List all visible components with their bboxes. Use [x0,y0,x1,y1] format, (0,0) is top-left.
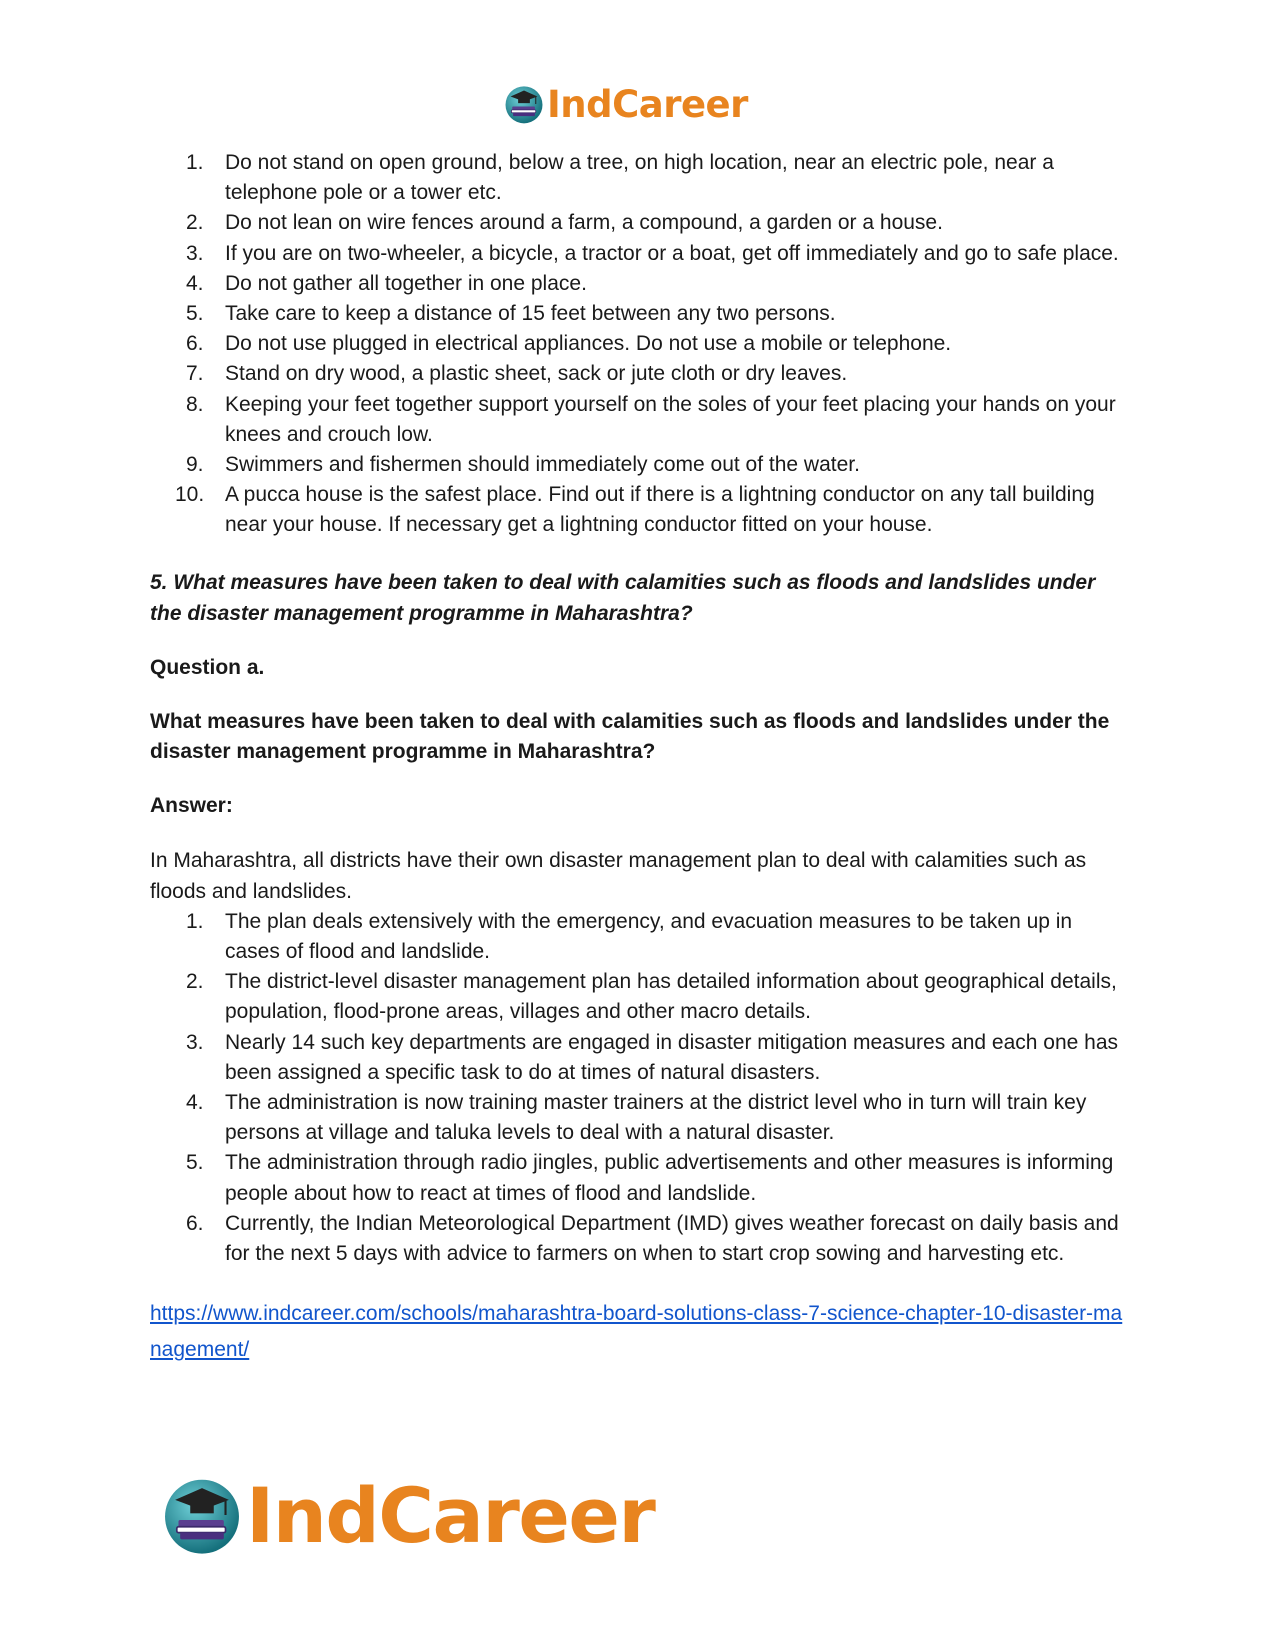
question-label: Question a. [150,655,265,679]
list-item: 2. The district-level disaster management plan has detailed information about geographical details, population, flood-prone areas, villages and other macro details. [186,970,1117,1024]
main-content [150,148,1130,1368]
globe-book-cap-icon [503,83,545,125]
section-heading: 5. What measures have been taken to deal with calamities such as floods and landslides under the disaster management programme in Maharashtra? [150,570,1096,625]
list-item: 1. Do not stand on open ground, below a tree, on high location, near an electric pole, near a telephone pole or a tower etc. [186,151,1054,205]
list-item: 2. Do not lean on wire fences around a farm, a compound, a garden or a house. [186,211,943,235]
globe-book-cap-icon [160,1473,244,1557]
footer-logo [160,1470,654,1560]
question-text: What measures have been taken to deal with calamities such as floods and landslides under the disaster management programme in Maharashtra? [150,709,1110,764]
list-item: 1. The plan deals extensively with the emergency, and evacuation measures to be taken up in cases of flood and landslide. [186,909,1073,964]
logo-wordmark: IndCareer [547,82,748,126]
list-item: 3. Nearly 14 such key departments are engaged in disaster mitigation measures and each one has been assigned a specific task to do at times of natural disasters. [186,1030,1119,1084]
list-item: 9. Swimmers and fishermen should immediately come out of the water. [186,453,860,477]
lightning-safety-list [150,148,1130,541]
answer-intro: In Maharashtra, all districts have their own disaster management plan to deal with calamities such as floods and landslides. [150,849,1087,903]
list-item: 6. Do not use plugged in electrical appliances. Do not use a mobile or telephone. [186,332,952,356]
source-link[interactable]: https://www.indcareer.com/schools/maharashtra-board-solutions-class-7-science-chapter-10-disaster-management/ [150,1302,1123,1362]
list-item: 7. Stand on dry wood, a plastic sheet, sack or jute cloth or dry leaves. [186,362,848,386]
answer-label: Answer: [150,794,233,818]
list-item: 5. Take care to keep a distance of 15 feet between any two persons. [186,302,836,326]
logo-wordmark: IndCareer [246,1470,655,1560]
list-item: 6. Currently, the Indian Meteorological Department (IMD) gives weather forecast on daily basis and for the next 5 days with advice to farmers on when to start crop sowing and harvesting etc. [186,1211,1119,1266]
list-item: 4. The administration is now training master trainers at the district level who in turn will train key persons at village and taluka levels to deal with a natural disaster. [186,1091,1087,1145]
list-item: 4. Do not gather all together in one place. [186,271,587,295]
header-logo [503,80,748,128]
list-item: 10. A pucca house is the safest place. Find out if there is a lightning conductor on any tall building near your house. If necessary get a lightning conductor fitted on your house. [175,483,1095,537]
list-item: 5. The administration through radio jingles, public advertisements and other measures is informing people about how to react at times of flood and landslide. [186,1151,1114,1205]
disaster-measures-list [150,907,1130,1269]
list-item: 3. If you are on two-wheeler, a bicycle, a tractor or a boat, get off immediately and go to safe place. [186,241,1119,265]
list-item: 8. Keeping your feet together support yourself on the soles of your feet placing your hands on your knees and crouch low. [186,392,1116,446]
